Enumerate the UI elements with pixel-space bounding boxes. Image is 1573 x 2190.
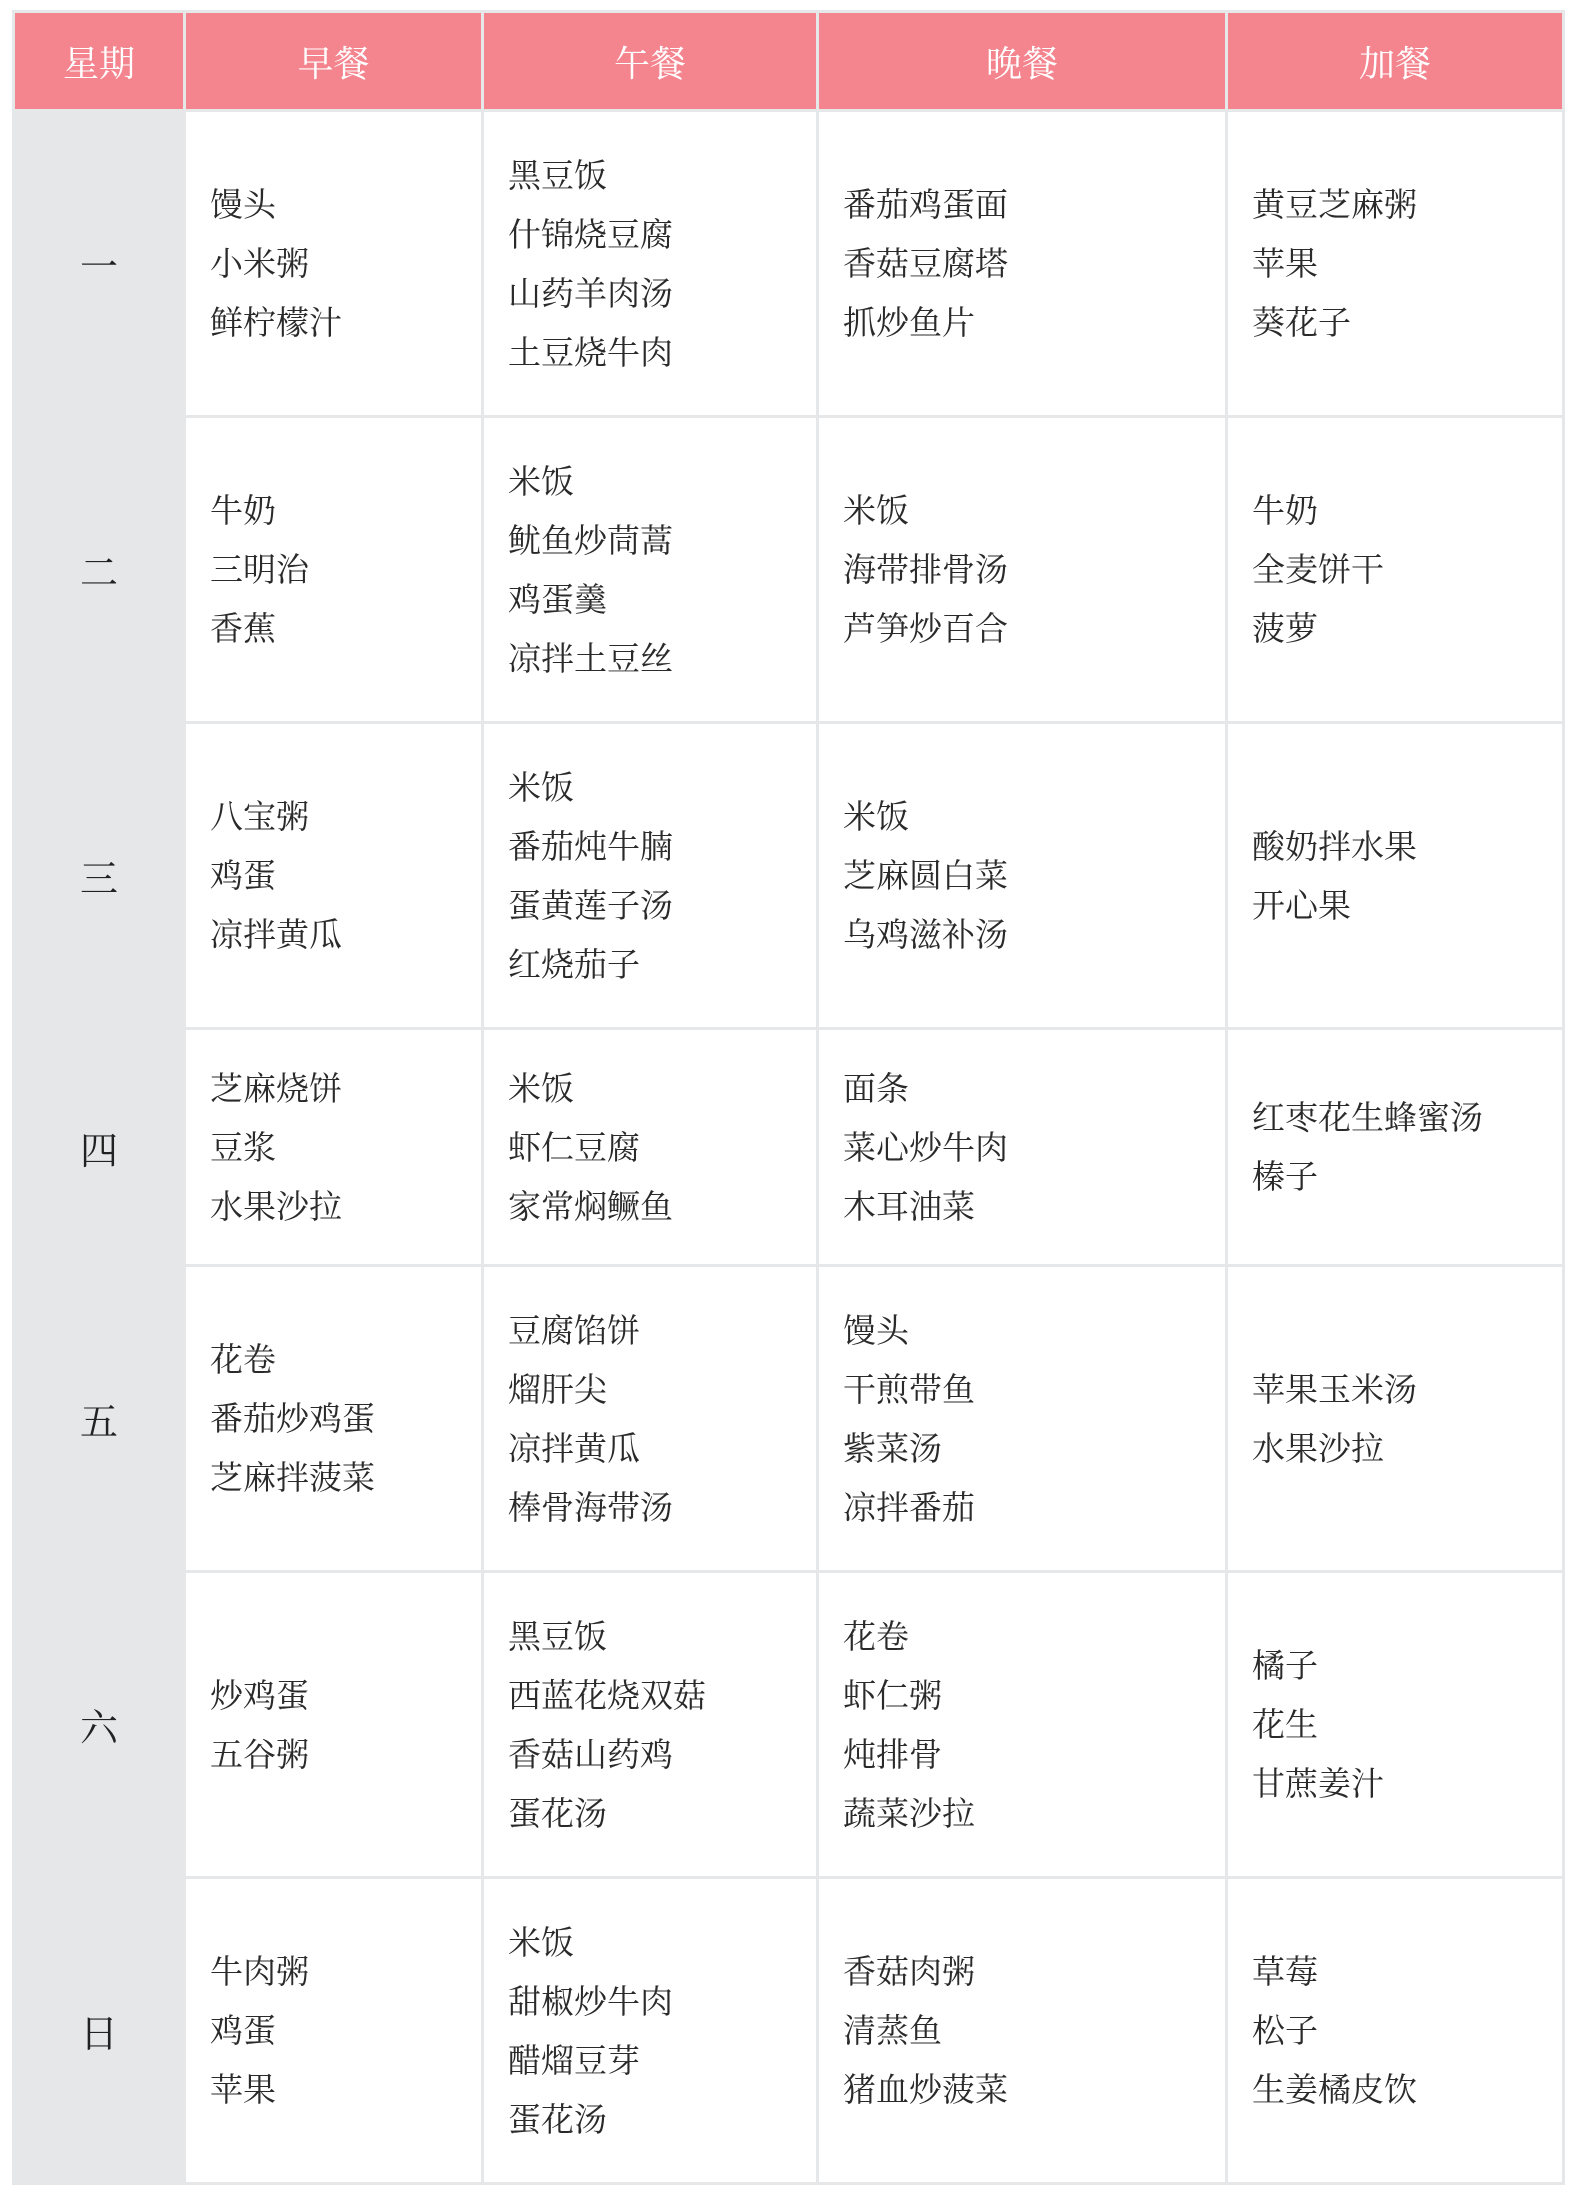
breakfast-cell: [186, 418, 481, 721]
dinner-cell: [819, 724, 1225, 1027]
dish-item: 米饭: [508, 461, 574, 501]
dish-item: 葵花子: [1252, 303, 1351, 342]
dish-item: 馒头: [843, 1310, 909, 1350]
dish-item: 米饭: [508, 1068, 574, 1108]
dinner-dish-list: [819, 1607, 1225, 1843]
snack-cell: [1228, 1030, 1562, 1264]
dish-item: 红枣花生蜂蜜汤: [1252, 1098, 1483, 1137]
breakfast-cell: [186, 1879, 481, 2182]
day-label: 日: [15, 1879, 183, 2182]
breakfast-dish-list: [186, 787, 481, 964]
lunch-dish-list: [484, 1059, 816, 1236]
dinner-cell: [819, 1030, 1225, 1264]
dish-item: 凉拌番茄: [843, 1487, 975, 1527]
header-lunch: 午餐: [484, 13, 816, 109]
breakfast-dish-list: [186, 1059, 481, 1236]
lunch-cell: [484, 724, 816, 1027]
day-label: 三: [15, 724, 183, 1027]
dish-item: 开心果: [1252, 885, 1351, 925]
dish-item: 甘蔗姜汁: [1252, 1764, 1384, 1803]
dish-item: 橘子: [1252, 1646, 1318, 1685]
dish-item: 鱿鱼炒茼蒿: [508, 520, 673, 560]
breakfast-cell: [186, 1030, 481, 1264]
dish-item: 米饭: [843, 491, 909, 530]
dish-item: 家常焖鳜鱼: [508, 1186, 673, 1226]
lunch-cell: [484, 1573, 816, 1876]
snack-cell: [1228, 1573, 1562, 1876]
dish-item: 番茄炖牛腩: [508, 826, 673, 866]
dish-item: 苹果玉米汤: [1252, 1369, 1417, 1409]
dish-item: 凉拌黄瓜: [508, 1428, 640, 1468]
dish-item: 芦笋炒百合: [843, 609, 1008, 648]
snack-cell: [1228, 724, 1562, 1027]
dish-item: 苹果: [1252, 244, 1318, 283]
weekly-menu-table: [12, 10, 1565, 2185]
breakfast-cell: [186, 1267, 481, 1570]
menu-body: [15, 112, 1562, 2182]
dish-item: 熘肝尖: [508, 1369, 607, 1409]
dish-item: 凉拌黄瓜: [210, 915, 342, 954]
table-row: [15, 1573, 1562, 1876]
dish-item: 黄豆芝麻粥: [1252, 185, 1417, 224]
header-breakfast: 早餐: [186, 13, 481, 109]
header-day: 星期: [15, 13, 183, 109]
dinner-cell: [819, 1879, 1225, 2182]
day-label: 五: [15, 1267, 183, 1570]
table-row: [15, 1879, 1562, 2182]
dish-item: 草莓: [1252, 1952, 1318, 1991]
dish-item: 虾仁豆腐: [508, 1127, 640, 1167]
dinner-cell: [819, 112, 1225, 415]
dish-item: 全麦饼干: [1252, 550, 1384, 589]
table-row: [15, 112, 1562, 415]
lunch-dish-list: [484, 758, 816, 994]
lunch-cell: [484, 1879, 816, 2182]
lunch-cell: [484, 112, 816, 415]
snack-cell: [1228, 418, 1562, 721]
table-row: [15, 1267, 1562, 1570]
dish-item: 香菇山药鸡: [508, 1734, 673, 1774]
header-dinner: 晚餐: [819, 13, 1225, 109]
lunch-dish-list: [484, 1913, 816, 2149]
table-row: [15, 1030, 1562, 1264]
dish-item: 芝麻圆白菜: [843, 856, 1008, 895]
dish-item: 酸奶拌水果: [1252, 826, 1417, 866]
dish-item: 芝麻拌菠菜: [210, 1458, 375, 1497]
dish-item: 山药羊肉汤: [508, 273, 673, 313]
snack-dish-list: [1228, 1360, 1562, 1478]
dish-item: 米饭: [508, 767, 574, 807]
dish-item: 松子: [1252, 2011, 1318, 2050]
header-snack: 加餐: [1228, 13, 1562, 109]
dish-item: 豆浆: [210, 1127, 276, 1167]
dish-item: 五谷粥: [210, 1734, 309, 1774]
dish-item: 凉拌土豆丝: [508, 638, 673, 678]
dinner-dish-list: [819, 1059, 1225, 1236]
table-row: [15, 724, 1562, 1027]
dish-item: 米饭: [843, 797, 909, 836]
dish-item: 红烧茄子: [508, 944, 640, 984]
dish-item: 蛋花汤: [508, 2099, 607, 2139]
dish-item: 牛奶: [1252, 491, 1318, 530]
dish-item: 牛奶: [210, 491, 276, 530]
lunch-cell: [484, 1267, 816, 1570]
dinner-cell: [819, 1573, 1225, 1876]
breakfast-cell: [186, 112, 481, 415]
snack-cell: [1228, 112, 1562, 415]
breakfast-cell: [186, 724, 481, 1027]
dish-item: 八宝粥: [210, 797, 309, 836]
dish-item: 香蕉: [210, 609, 276, 648]
snack-dish-list: [1228, 1088, 1562, 1206]
table-row: [15, 418, 1562, 721]
dish-item: 香菇豆腐塔: [843, 244, 1008, 283]
dish-item: 菠萝: [1252, 609, 1318, 648]
snack-dish-list: [1228, 175, 1562, 352]
snack-dish-list: [1228, 817, 1562, 935]
dish-item: 西蓝花烧双菇: [508, 1675, 706, 1715]
dish-item: 鸡蛋: [210, 856, 276, 895]
dish-item: 水果沙拉: [210, 1186, 342, 1226]
dish-item: 小米粥: [210, 244, 309, 283]
snack-cell: [1228, 1879, 1562, 2182]
lunch-dish-list: [484, 146, 816, 382]
dish-item: 海带排骨汤: [843, 550, 1008, 589]
dish-item: 甜椒炒牛肉: [508, 1981, 673, 2021]
dish-item: 豆腐馅饼: [508, 1310, 640, 1350]
dish-item: 土豆烧牛肉: [508, 332, 673, 372]
dinner-cell: [819, 1267, 1225, 1570]
dish-item: 榛子: [1252, 1157, 1318, 1196]
day-label: 一: [15, 112, 183, 415]
dish-item: 鲜柠檬汁: [210, 303, 342, 342]
dish-item: 番茄鸡蛋面: [843, 185, 1008, 224]
breakfast-dish-list: [186, 1330, 481, 1507]
dish-item: 抓炒鱼片: [843, 303, 975, 342]
dish-item: 花生: [1252, 1705, 1318, 1744]
lunch-cell: [484, 1030, 816, 1264]
dinner-dish-list: [819, 787, 1225, 964]
dish-item: 炒鸡蛋: [210, 1675, 309, 1715]
dish-item: 干煎带鱼: [843, 1369, 975, 1409]
dish-item: 黑豆饭: [508, 1616, 607, 1656]
dish-item: 鸡蛋: [210, 2011, 276, 2050]
snack-dish-list: [1228, 1636, 1562, 1813]
dish-item: 炖排骨: [843, 1734, 942, 1774]
day-label: 六: [15, 1573, 183, 1876]
lunch-dish-list: [484, 452, 816, 688]
dish-item: 芝麻烧饼: [210, 1068, 342, 1108]
dish-item: 清蒸鱼: [843, 2011, 942, 2050]
dish-item: 牛肉粥: [210, 1952, 309, 1991]
dish-item: 苹果: [210, 2070, 276, 2109]
dish-item: 蔬菜沙拉: [843, 1793, 975, 1833]
day-label: 二: [15, 418, 183, 721]
dish-item: 香菇肉粥: [843, 1952, 975, 1991]
snack-dish-list: [1228, 1942, 1562, 2119]
dish-item: 面条: [843, 1068, 909, 1108]
lunch-dish-list: [484, 1607, 816, 1843]
dinner-dish-list: [819, 175, 1225, 352]
dish-item: 紫菜汤: [843, 1428, 942, 1468]
dish-item: 花卷: [843, 1616, 909, 1656]
snack-cell: [1228, 1267, 1562, 1570]
dish-item: 水果沙拉: [1252, 1428, 1384, 1468]
breakfast-dish-list: [186, 1942, 481, 2119]
dish-item: 蛋花汤: [508, 1793, 607, 1833]
breakfast-dish-list: [186, 481, 481, 658]
dish-item: 花卷: [210, 1340, 276, 1379]
dish-item: 蛋黄莲子汤: [508, 885, 673, 925]
dinner-cell: [819, 418, 1225, 721]
dish-item: 生姜橘皮饮: [1252, 2070, 1417, 2109]
dish-item: 醋熘豆芽: [508, 2040, 640, 2080]
dish-item: 虾仁粥: [843, 1675, 942, 1715]
dinner-dish-list: [819, 481, 1225, 658]
breakfast-dish-list: [186, 1666, 481, 1784]
day-label: 四: [15, 1030, 183, 1264]
lunch-dish-list: [484, 1301, 816, 1537]
dish-item: 馒头: [210, 185, 276, 224]
dish-item: 三明治: [210, 550, 309, 589]
lunch-cell: [484, 418, 816, 721]
dinner-dish-list: [819, 1301, 1225, 1537]
dish-item: 木耳油菜: [843, 1186, 975, 1226]
dinner-dish-list: [819, 1942, 1225, 2119]
dish-item: 乌鸡滋补汤: [843, 915, 1008, 954]
breakfast-cell: [186, 1573, 481, 1876]
dish-item: 番茄炒鸡蛋: [210, 1399, 375, 1438]
dish-item: 米饭: [508, 1922, 574, 1962]
dish-item: 什锦烧豆腐: [508, 214, 673, 254]
dish-item: 菜心炒牛肉: [843, 1127, 1008, 1167]
breakfast-dish-list: [186, 175, 481, 352]
dish-item: 黑豆饭: [508, 155, 607, 195]
dish-item: 棒骨海带汤: [508, 1487, 673, 1527]
dish-item: 猪血炒菠菜: [843, 2070, 1008, 2109]
snack-dish-list: [1228, 481, 1562, 658]
header-row: [15, 13, 1562, 109]
dish-item: 鸡蛋羹: [508, 579, 607, 619]
